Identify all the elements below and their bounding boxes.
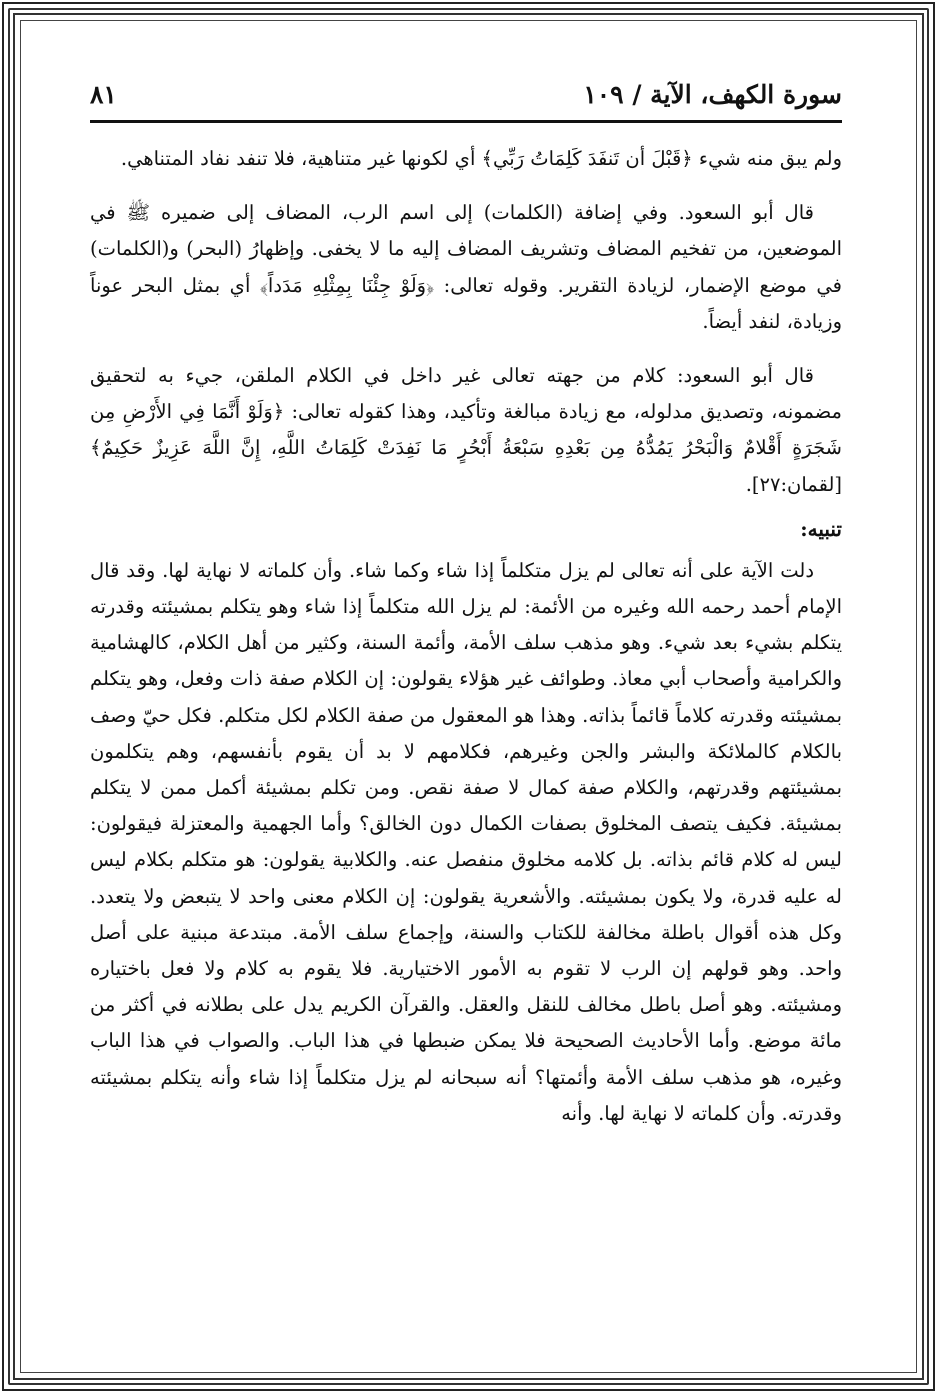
body-text <box>90 141 842 1132</box>
book-page <box>90 70 842 1360</box>
running-header <box>90 70 842 123</box>
paragraph-3: قال أبو السعود: كلام من جهته تعالى غير داخل في الكلام الملقن، جيء به لتحقيق مضمونه، وتصديق مدلوله، مع زيادة مبالغة وتأكيد، وهذا كقوله تعالى: ﴿وَلَوْ أَنَّمَا فِي الأَرْضِ مِن شَجَرَةٍ أَقْلامٌ وَالْبَحْرُ يَمُدُّهُ مِن بَعْدِهِ سَبْعَةُ أَبْحُرٍ مَا نَفِدَتْ كَلِمَاتُ اللَّهِ، إِنَّ اللَّهَ عَزِيزٌ حَكِيمٌ﴾ [لقمان:٢٧]. <box>90 364 842 496</box>
note-paragraph: دلت الآية على أنه تعالى لم يزل متكلماً إذا شاء وكما شاء. وأن كلماته لا نهاية لها. وقد قال الإمام أحمد رحمه الله وغيره من الأئمة: لم يزل الله متكلماً إذا شاء وهو يتكلم بمشيئته وقدرته يتكلم بشيء بعد شيء. وهو مذهب سلف الأمة، وأئمة السنة، وكثير من أهل الكلام، كالهشامية والكرامية وأصحاب أبي معاذ. وطوائف غير هؤلاء يقولون: إن الكلام صفة ذات وفعل، وهو يتكلم بمشيئته وقدرته كلاماً قائماً بذاته. وهذا هو المعقول من صفة الكلام لكل متكلم. فكل حيّ وصف بالكلام كالملائكة والبشر والجن وغيرهم، فكلامهم لا بد أن يقوم بأنفسهم، وهم يتكلمون بمشيئتهم وقدرتهم، والكلام صفة كمال لا صفة نقص. ومن تكلم بمشيئة أكمل ممن لا يتكلم بمشيئة. فكيف يتصف المخلوق بصفات الكمال دون الخالق؟ وأما الجهمية والمعتزلة فيقولون: ليس له كلام قائم بذاته. بل كلامه مخلوق منفصل عنه. والكلابية يقولون: هو متكلم بكلام ليس له عليه قدرة، ولا يكون بمشيئته. والأشعرية يقولون: إن الكلام معنى واحد لا يتبعض ولا يتعدد. وكل هذه أقوال باطلة مخالفة للكتاب والسنة، وإجماع سلف الأمة. مبتدعة مبنية على أصل واحد. وهو قولهم إن الرب لا تقوم به الأمور الاختيارية. فلا يقوم به كلام ولا فعل باختياره ومشيئته. وهو أصل باطل مخالف للنقل والعقل. والقرآن الكريم يدل على بطلانه في أكثر من مائة موضع. وأما الأحاديث الصحيحة فلا يمكن ضبطها في هذا الباب. والصواب في هذا الباب وغيره، هو مذهب سلف الأمة وأئمتها؟ أنه سبحانه لم يزل متكلماً إذا شاء وأنه يتكلم بمشيئته وقدرته. وأن كلماته لا نهاية لها. وأنه <box>90 558 842 1125</box>
surah-title: سورة الكهف، الآية / ١٠٩ <box>583 80 842 109</box>
paragraph-2: قال أبو السعود. وفي إضافة (الكلمات) إلى اسم الرب، المضاف إلى ضميره ﷺ في الموضعين، من تفخيم المضاف وتشريف المضاف إليه ما لا يخفى. وإظهارُ (البحر) و(الكلمات) في موضع الإضمار، لزيادة التقرير. وقوله تعالى: ﴿وَلَوْ جِئْنَا بِمِثْلِهِ مَدَداً﴾ أي بمثل البحر عوناً وزيادة، لنفد أيضاً. <box>90 201 842 333</box>
paragraph-1: ولم يبق منه شيء ﴿قَبْلَ أن تَنفَدَ كَلِمَاتُ رَبِّي﴾ أي لكونها غير متناهية، فلا تنفد نفاد المتناهي. <box>120 147 842 170</box>
page-number: ٨١ <box>90 80 117 109</box>
note-heading: تنبيه: <box>800 516 842 541</box>
